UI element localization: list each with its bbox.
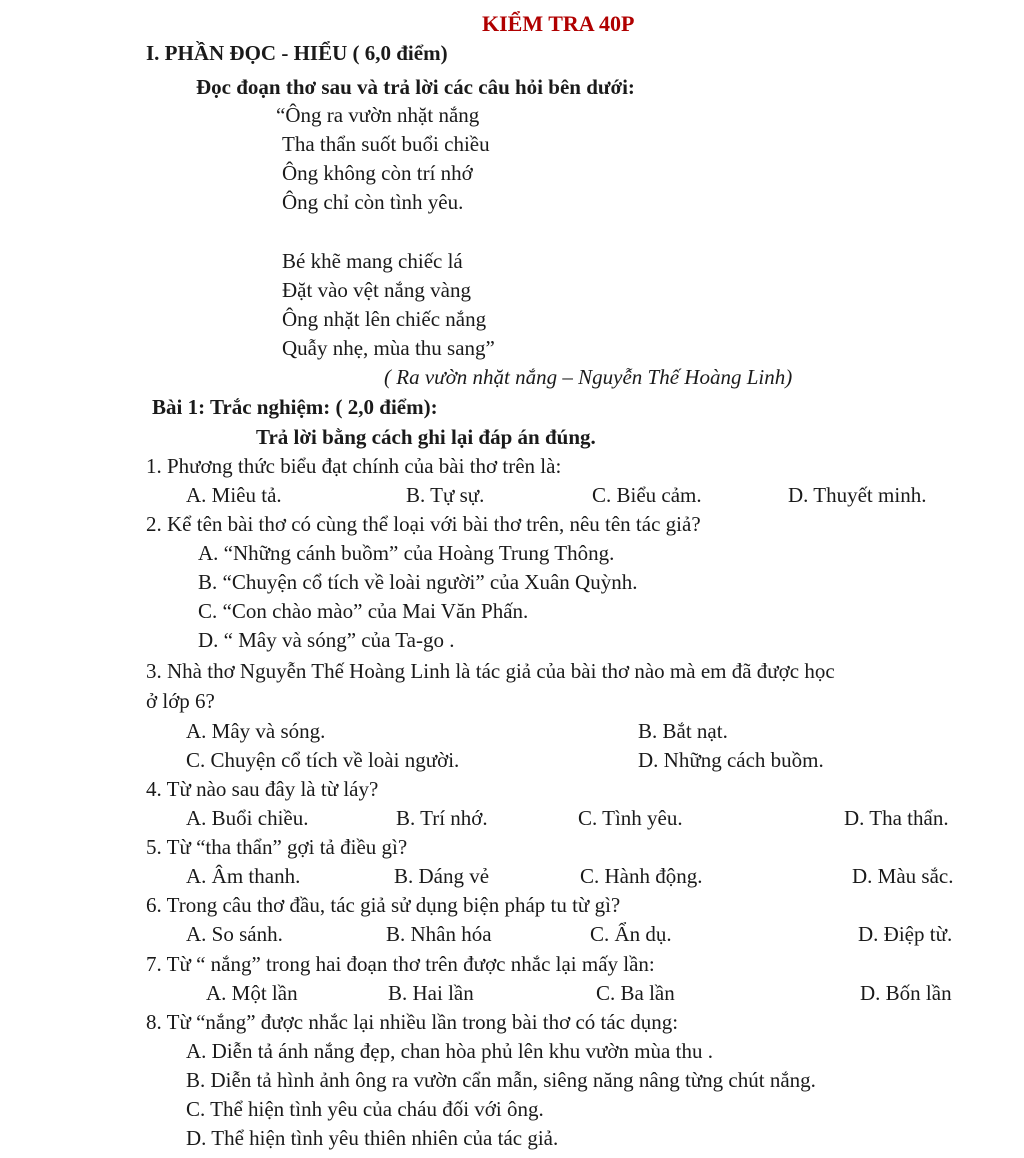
- q4-option-a: A. Buổi chiều.: [186, 806, 309, 830]
- q2-option-b: B. “Chuyện cổ tích về loài người” của Xuân Quỳnh.: [198, 570, 638, 594]
- question-6: 6. Trong câu thơ đầu, tác giả sử dụng biện pháp tu từ gì?: [146, 893, 621, 917]
- poem-line: Tha thẩn suốt buổi chiều: [282, 132, 490, 156]
- question-7: 7. Từ “ nắng” trong hai đoạn thơ trên được nhắc lại mấy lần:: [146, 952, 655, 976]
- q6-option-a: A. So sánh.: [186, 922, 283, 946]
- exam-title: KIỂM TRA 40P: [482, 11, 635, 36]
- poem-line: Bé khẽ mang chiếc lá: [282, 249, 463, 273]
- question-3-line2: ở lớp 6?: [146, 689, 215, 713]
- poem-line: Ông nhặt lên chiếc nắng: [282, 307, 487, 331]
- question-3-line1: 3. Nhà thơ Nguyễn Thế Hoàng Linh là tác giả của bài thơ nào mà em đã được học: [146, 659, 835, 683]
- q1-option-b: B. Tự sự.: [406, 483, 485, 507]
- q5-option-d: D. Màu sắc.: [852, 864, 954, 888]
- poem-source: ( Ra vườn nhặt nắng – Nguyễn Thế Hoàng Linh): [384, 365, 793, 389]
- q1-option-a: A. Miêu tả.: [186, 483, 282, 507]
- q5-option-b: B. Dáng vẻ: [394, 864, 490, 888]
- q3-option-b: B. Bắt nạt.: [638, 719, 728, 743]
- poem-line: Đặt vào vệt nắng vàng: [282, 278, 471, 302]
- q2-option-a: A. “Những cánh buồm” của Hoàng Trung Thông.: [198, 541, 615, 565]
- question-8: 8. Từ “nắng” được nhắc lại nhiều lần trong bài thơ có tác dụng:: [146, 1010, 679, 1034]
- poem-line: Ông không còn trí nhớ: [282, 161, 473, 185]
- q7-option-c: C. Ba lần: [596, 981, 675, 1005]
- q2-option-c: C. “Con chào mào” của Mai Văn Phấn.: [198, 599, 529, 623]
- q6-option-b: B. Nhân hóa: [386, 922, 492, 946]
- question-2: 2. Kể tên bài thơ có cùng thể loại với bài thơ trên, nêu tên tác giả?: [146, 512, 701, 536]
- q5-option-c: C. Hành động.: [580, 864, 703, 888]
- q4-option-d: D. Tha thẩn.: [844, 806, 949, 830]
- q8-option-a: A. Diễn tả ánh nắng đẹp, chan hòa phủ lên khu vườn mùa thu .: [186, 1039, 713, 1063]
- question-5: 5. Từ “tha thẩn” gợi tả điều gì?: [146, 835, 408, 859]
- q2-option-d: D. “ Mây và sóng” của Ta-go .: [198, 628, 455, 652]
- poem-line: Ông chỉ còn tình yêu.: [282, 190, 464, 214]
- q8-option-b: B. Diễn tả hình ảnh ông ra vườn cẩn mẫn, siêng năng nâng từng chút nắng.: [186, 1068, 816, 1092]
- poem-line: “Ông ra vườn nhặt nắng: [276, 103, 480, 127]
- question-1: 1. Phương thức biểu đạt chính của bài thơ trên là:: [146, 454, 562, 478]
- q6-option-c: C. Ẩn dụ.: [590, 922, 672, 946]
- exercise-heading: Bài 1: Trắc nghiệm: ( 2,0 điểm):: [152, 395, 438, 419]
- question-4: 4. Từ nào sau đây là từ láy?: [146, 777, 379, 801]
- q7-option-d: D. Bốn lần: [860, 981, 952, 1005]
- q5-option-a: A. Âm thanh.: [186, 864, 301, 888]
- q3-option-c: C. Chuyện cổ tích về loài người.: [186, 748, 460, 772]
- q8-option-d: D. Thể hiện tình yêu thiên nhiên của tác giả.: [186, 1126, 559, 1150]
- q8-option-c: C. Thể hiện tình yêu của cháu đối với ông.: [186, 1097, 544, 1121]
- q1-option-c: C. Biểu cảm.: [592, 483, 702, 507]
- q1-option-d: D. Thuyết minh.: [788, 483, 927, 507]
- q7-option-a: A. Một lần: [206, 981, 298, 1005]
- section-heading: I. PHẦN ĐỌC - HIỂU ( 6,0 điểm): [146, 41, 448, 65]
- reading-instruction: Đọc đoạn thơ sau và trả lời các câu hỏi bên dưới:: [196, 75, 635, 99]
- q4-option-c: C. Tình yêu.: [578, 806, 683, 830]
- q6-option-d: D. Điệp từ.: [858, 922, 953, 946]
- q3-option-a: A. Mây và sóng.: [186, 719, 326, 743]
- q4-option-b: B. Trí nhớ.: [396, 806, 488, 830]
- exercise-instruction: Trả lời bằng cách ghi lại đáp án đúng.: [256, 425, 596, 449]
- q3-option-d: D. Những cách buồm.: [638, 748, 824, 772]
- poem-line: Quẫy nhẹ, mùa thu sang”: [282, 336, 495, 360]
- q7-option-b: B. Hai lần: [388, 981, 474, 1005]
